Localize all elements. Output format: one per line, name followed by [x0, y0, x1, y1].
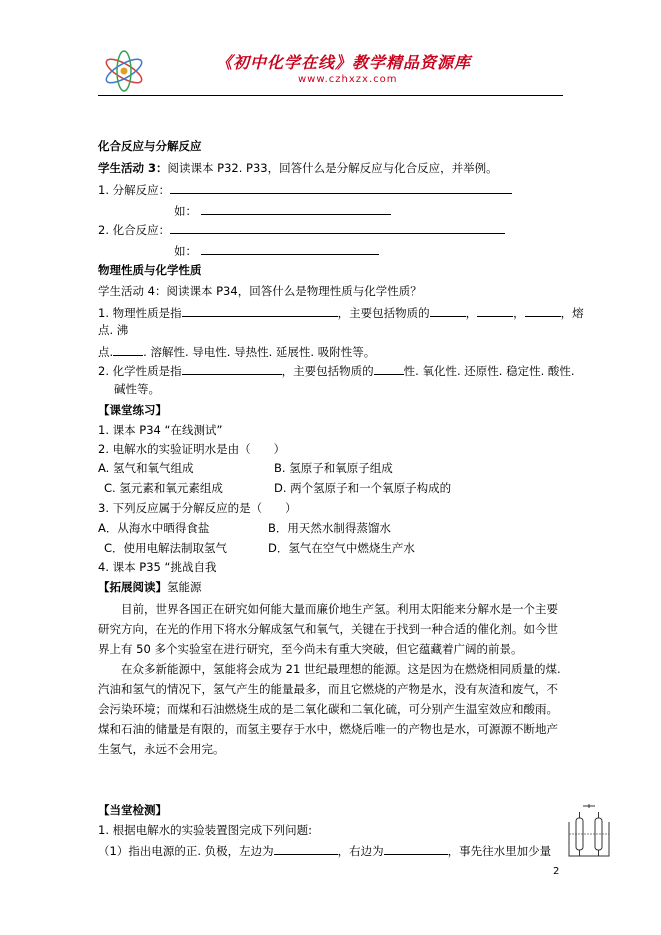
decomposition-example-label: 如：	[174, 204, 197, 218]
check-q1-1-text-c: ，事先往水里加少量	[447, 844, 552, 858]
reading-paragraph-2: 在众多新能源中，氢能将会成为 21 世纪最理想的能源。这是因为在燃烧相同质量的煤. 汽油和氢气的情况下，氢气产生的能量最多，而且它燃烧的产物是水，没有灰渣和废气，不会污染环境；而煤和石油燃烧生成的是二氧化碳和二氧化硫，可分别产生温室效应和酸雨。煤和石油的储量是有限的，而氢主要存于水中，燃烧后唯一的产物也是水，可源源不断地产生氢气，永远不会用完。	[98, 662, 561, 756]
chemical-property-line2: 碱性等。	[114, 382, 160, 396]
physical-property-label: 1. 物理性质是指	[98, 306, 182, 320]
combination-answer-blank[interactable]	[170, 221, 505, 234]
check-q1-1-text-a: （1）指出电源的正. 负极，左边为	[98, 844, 274, 858]
combination-example-blank[interactable]	[201, 242, 379, 255]
physical-property-line1	[98, 304, 584, 321]
chemical-property-includes: ，主要包括物质的	[281, 364, 374, 378]
page-number: 2	[553, 866, 560, 877]
decomposition-answer-blank[interactable]	[170, 181, 512, 194]
check-q1-1-text-b: ，右边为	[337, 844, 384, 858]
electrolysis-apparatus-figure	[565, 804, 613, 858]
check-title: 【当堂检测】	[98, 803, 167, 817]
practice-q2: 2. 电解水的实验证明水是由（ ）	[98, 442, 286, 456]
activity-3-label: 学生活动 3：	[98, 161, 168, 175]
practice-q2-option-b[interactable]: B. 氢原子和氧原子组成	[274, 461, 393, 475]
physical-blank-1[interactable]	[430, 304, 466, 317]
practice-q2-option-a[interactable]: A. 氢气和氧气组成	[98, 461, 194, 475]
melting-text: ，熔	[560, 306, 584, 320]
comma-2: ，	[513, 306, 525, 320]
reading-title-bracket: 【拓展阅读】	[98, 580, 167, 594]
practice-title: 【课堂练习】	[98, 403, 167, 417]
reading-title-text: 氢能源	[167, 580, 202, 594]
physical-property-blank[interactable]	[182, 304, 338, 317]
right-electrode-blank[interactable]	[384, 842, 448, 855]
practice-q3-option-d[interactable]: D．氢气在空气中燃烧生产水	[268, 541, 415, 555]
banner-url: www.czhxzx.com	[298, 74, 398, 85]
left-electrode-blank[interactable]	[274, 842, 338, 855]
physical-property-line3	[98, 343, 375, 360]
reading-paragraph-1: 目前，世界各国正在研究如何能大量而廉价地生产氢。利用太阳能来分解水是一个主要研究方向，在光的作用下将水分解成氢气和氧气，关键在于找到一种合适的催化剂。如今世界上有 50 多个实验室在进行研究，至今尚未有重大突破，但它蕴藏着广阔的前景。	[98, 602, 558, 656]
physical-blank-3[interactable]	[525, 304, 561, 317]
practice-q3-option-b[interactable]: B．用天然水制得蒸馏水	[268, 521, 391, 535]
decomposition-label: 1. 分解反应：	[98, 183, 171, 197]
check-q1-1	[98, 842, 551, 859]
practice-q3-option-a[interactable]: A．从海水中晒得食盐	[98, 521, 210, 535]
practice-q3: 3. 下列反应属于分解反应的是（ ）	[98, 501, 297, 515]
activity-4: 学生活动 4：阅读课本 P34，回答什么是物理性质与化学性质？	[98, 284, 422, 298]
practice-q1: 1. 课本 P34 “在线测试”	[98, 423, 223, 437]
combination-question	[98, 221, 505, 238]
activity-3-text: 阅读课本 P32. P33，回答什么是分解反应与化合反应，并举例。	[167, 161, 498, 175]
practice-q4: 4. 课本 P35 “挑战自我	[98, 560, 217, 574]
point-text: 点.	[98, 345, 114, 359]
physical-blank-2[interactable]	[477, 304, 513, 317]
chemical-property-line1	[98, 362, 575, 379]
chemical-blank-1[interactable]	[374, 362, 404, 375]
banner-title: 《初中化学在线》教学精品资源库	[216, 53, 472, 72]
check-q1: 1. 根据电解水的实验装置图完成下列问题:	[98, 823, 313, 837]
physical-property-list: . 溶解性. 导电性. 导热性. 延展性. 吸附性等。	[143, 345, 376, 359]
header-divider	[98, 95, 563, 96]
chemical-property-blank[interactable]	[182, 362, 282, 375]
decomposition-example	[174, 202, 391, 219]
decomposition-example-blank[interactable]	[201, 202, 391, 215]
practice-q2-option-d[interactable]: D. 两个氢原子和一个氧原子构成的	[274, 481, 452, 495]
comma-1: ，	[465, 306, 478, 320]
combination-example-label: 如：	[174, 244, 197, 258]
chemical-property-label: 2. 化学性质是指	[98, 364, 182, 378]
practice-q2-option-c[interactable]: C. 氢元素和氧元素组成	[104, 481, 223, 495]
activity-3	[98, 160, 498, 176]
section-title-reactions: 化合反应与分解反应	[98, 139, 202, 153]
chemical-property-list: 性. 氧化性. 还原性. 稳定性. 酸性.	[403, 364, 575, 378]
practice-q3-option-c[interactable]: C．使用电解法制取氢气	[104, 541, 228, 555]
atom-logo-icon	[100, 50, 148, 92]
decomposition-question	[98, 181, 512, 198]
reading-title	[98, 579, 202, 595]
boiling-point-blank[interactable]	[113, 343, 143, 356]
combination-label: 2. 化合反应：	[98, 223, 171, 237]
section-title-properties: 物理性质与化学性质	[98, 263, 202, 277]
combination-example	[174, 242, 379, 259]
physical-property-line2: 点. 沸	[98, 323, 129, 337]
physical-property-includes: ，主要包括物质的	[337, 306, 430, 320]
